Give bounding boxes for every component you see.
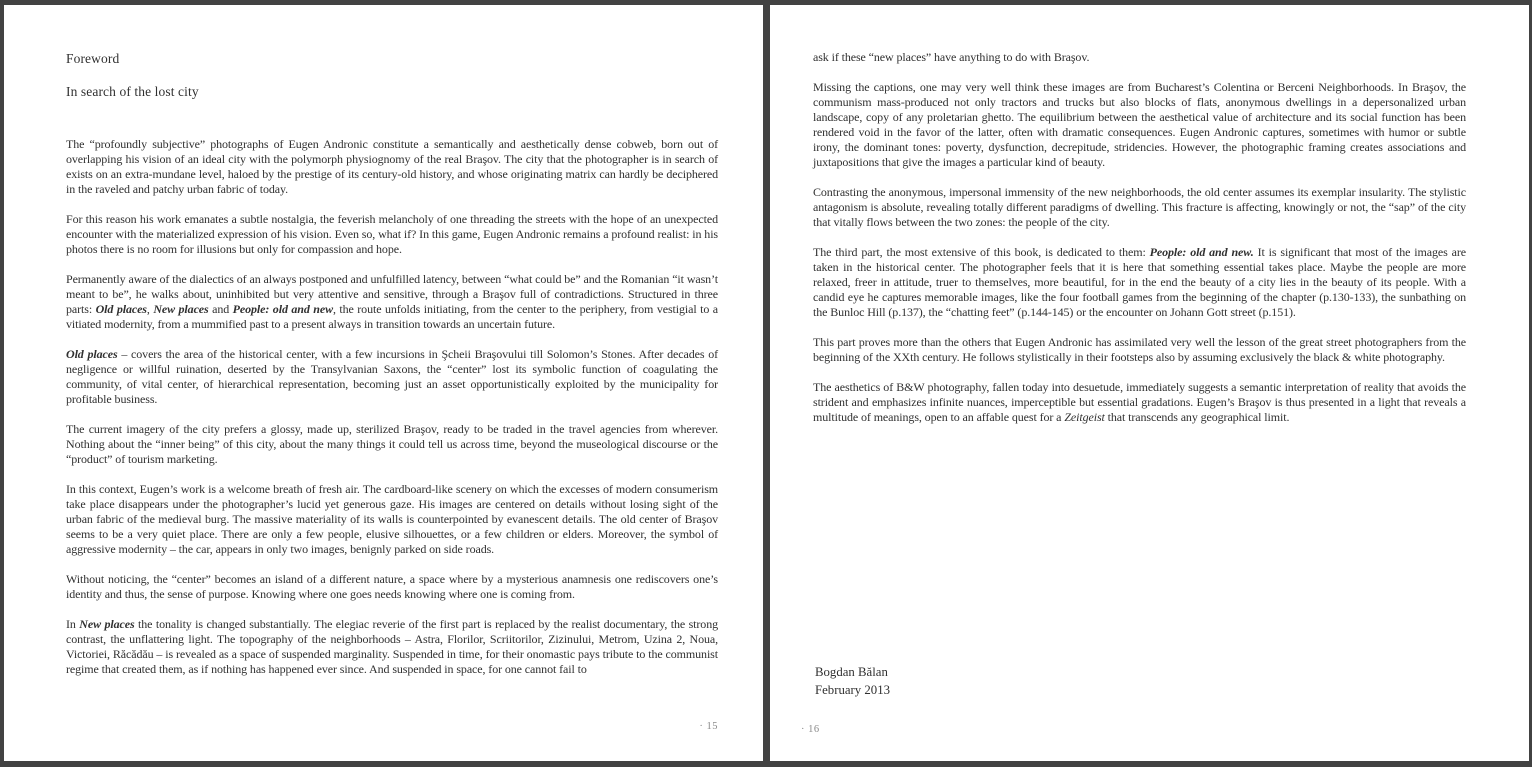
paragraph: ask if these “new places” have anything to do with Braşov. <box>813 50 1090 64</box>
paragraph: Old places – covers the area of the historical center, with a few incursions in Şcheii Braşovului till Solomon’s Stones. After decades of negligence or willful ruination, deserted by the Transylvanian Saxons, the “center” lost its symbolic function of coagulating the community, of vital center, of hierarchical representation, becoming just an asset opportunistically exploited by the municipality for profitable business. <box>66 347 718 406</box>
paragraph: Without noticing, the “center” becomes an island of a different nature, a space where by a mysterious anamnesis one rediscovers one’s identity and thus, the sense of purpose. Knowing where one goes needs knowing where one is coming from. <box>66 572 718 601</box>
emphasis-bold-italic: Old places <box>66 347 118 361</box>
emphasis-bold-italic: People: old and new. <box>1149 245 1254 259</box>
right-page-body <box>813 50 1466 425</box>
emphasis-italic: Zeitgeist <box>1064 410 1105 424</box>
emphasis-bold-italic: New places <box>79 617 135 631</box>
paragraph: This part proves more than the others that Eugen Andronic has assimilated very well the lesson of the great street photographers from the beginning of the XXth century. He follows stylistically in their footsteps also by assuming exclusively the black & white photography. <box>813 335 1466 364</box>
paragraph: In New places the tonality is changed substantially. The elegiac reverie of the first part is replaced by the realist documentary, the strong contrast, the unflattering light. The topography of the neighborhoods – Astra, Florilor, Scriitorilor, Zizinului, Metrom, Uzina 2, Noua, Victoriei, Răcădău – is revealed as a space of suspended marginality. Suspended in time, for their onomastic pays tribute to the communist regime that created them, as if nothing has happened ever since. And suspended in space, for one cannot fail to <box>66 617 718 676</box>
foreword-heading: Foreword <box>66 51 120 66</box>
foreword-title: In search of the lost city <box>66 84 199 99</box>
left-page <box>4 5 763 761</box>
emphasis-bold-italic: New places <box>153 302 209 316</box>
page-number-right: · 16 <box>801 724 820 735</box>
emphasis-bold-italic: Old places <box>95 302 147 316</box>
signature-name: Bogdan Bălan <box>815 665 888 679</box>
paragraph: The aesthetics of B&W photography, fallen today into desuetude, immediately suggests a semantic interpretation of reality that avoids the strident and emphasizes infinite nuances, imperceptible but essential gradations. Eugen’s Braşov is thus presented in a light that reveals a multitude of meanings, open to an affable quest for a Zeitgeist that transcends any geographical limit. <box>813 380 1466 424</box>
paragraph: Permanently aware of the dialectics of an always postponed and unfulfilled latency, between “what could be” and the Romanian “it wasn’t meant to be”, he walks about, uninhibited but very attentive and sensitive, through a Braşov full of contradictions. Structured in three parts: Old places, New places and People: old and new, the route unfolds initiating, from the center to the periphery, from vestigial to a vitiated modernity, from a mummified past to a present always in transition towards an uncertain future. <box>66 272 718 331</box>
page-gutter-divider <box>763 0 770 767</box>
left-page-body <box>66 137 718 677</box>
page-number-left: · 15 <box>699 721 718 732</box>
signature-block <box>815 664 890 699</box>
emphasis-bold-italic: People: old and new <box>232 302 333 316</box>
paragraph: Missing the captions, one may very well think these images are from Bucharest’s Colentina or Berceni Neighborhoods. In Braşov, the communism mass-produced not only tractors and trucks but also blocks of flats, anonymous dwellings in a depersonalized urban landscape, copy of any proletarian ghetto. The equilibrium between the aesthetical value of architecture and its social function has been rendered void in the favor of the latter, often with dramatic consequences. Eugen Andronic captures, sometimes with humor or subtle irony, the dominant tones: poverty, dysfunction, decrepitude, stridencies. However, the photographic framing creates associations and juxtapositions that give the images a particular kind of beauty. <box>813 80 1466 169</box>
signature-date: February 2013 <box>815 682 890 697</box>
right-page <box>770 5 1529 761</box>
paragraph: The “profoundly subjective” photographs of Eugen Andronic constitute a semantically and aesthetically dense cobweb, born out of overlapping his vision of an ideal city with the polymorph physiognomy of the real Braşov. The city that the photographer is in search of exists on an extra-mundane level, haloed by the prestige of its century-old history, and whose originating matrix can hardly be deciphered in the raveled and patchy urban fabric of today. <box>66 137 718 196</box>
paragraph: For this reason his work emanates a subtle nostalgia, the feverish melancholy of one threading the streets with the hope of an unexpected encounter with the materialized expression of his vision. Even so, what if? In this game, Eugen Andronic remains a profound realist: in his photos there is no room for illusions but only for compassion and hope. <box>66 212 718 256</box>
paragraph: In this context, Eugen’s work is a welcome breath of fresh air. The cardboard-like scenery on which the excesses of modern consumerism take place disappears under the photographer’s lucid yet generous gaze. His images are centered on details without losing sight of the urban fabric of the medieval burg. The massive materiality of its walls is counterpointed by evanescent details. The old center of Braşov seems to be a very quiet place. There are only a few people, elusive silhouettes, or a few children or elders. Moreover, the symbol of aggressive modernity – the car, appears in only two images, benignly parked on side roads. <box>66 482 718 556</box>
paragraph: The third part, the most extensive of this book, is dedicated to them: People: old and new. It is significant that most of the images are taken in the historical center. The photographer feels that it is here that something essential takes place. Maybe the people are more relaxed, freer in attitude, truer to themselves, more beautiful, for in the end the beauty of a city lies in the beauty of its people. With a candid eye he captures memorable images, like the four football games from the beginning of the chapter (p.130-133), the sunbathing on the Bunloc Hill (p.137), the “chatting feet” (p.144-145) or the encounter on Johann Gott street (p.151). <box>813 245 1466 319</box>
paragraph: Contrasting the anonymous, impersonal immensity of the new neighborhoods, the old center assumes its exemplar insularity. The stylistic antagonism is absolute, revealing totally different paradigms of dwelling. This fracture is affecting, knowingly or not, the “sap” of the city that vitally flows between the two zones: the people of the city. <box>813 185 1466 229</box>
paragraph: The current imagery of the city prefers a glossy, made up, sterilized Braşov, ready to be traded in the travel agencies from wherever. Nothing about the “inner being” of this city, about the many things it could tell us across time, beyond the museological discourse or the “product” of tourism marketing. <box>66 422 718 466</box>
